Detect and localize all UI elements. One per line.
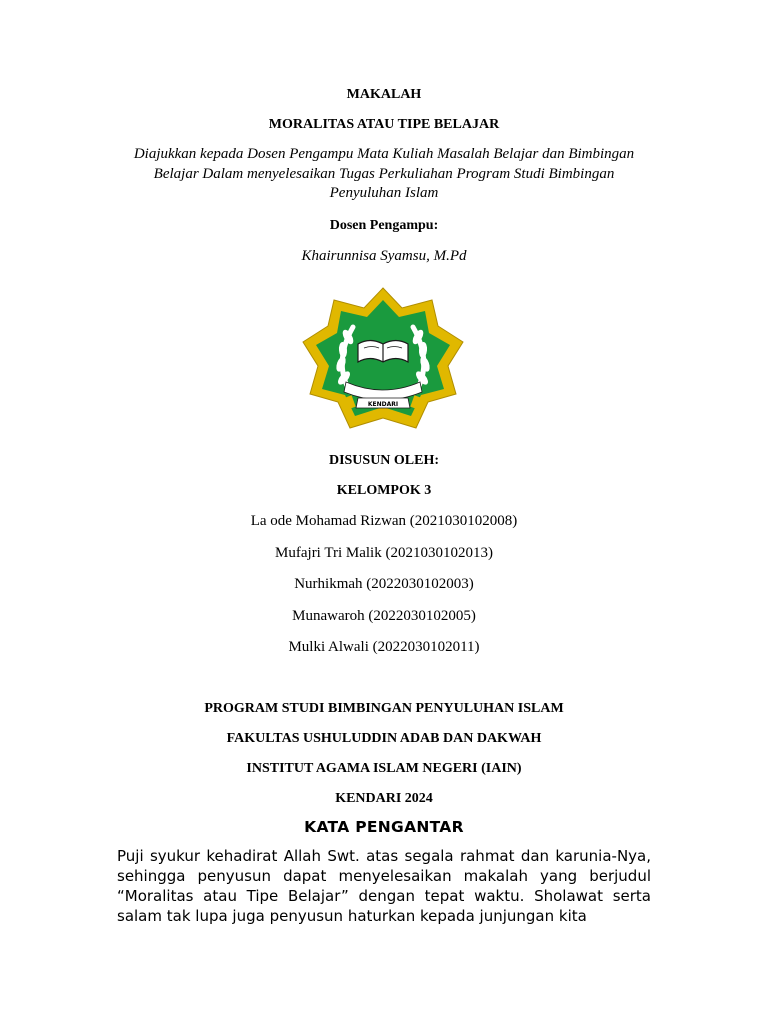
- purpose-line: Penyuluhan Islam: [329, 185, 439, 201]
- lecturer-heading: Dosen Pengampu:: [329, 218, 439, 233]
- institution-line: PROGRAM STUDI BIMBINGAN PENYULUHAN ISLAM: [204, 701, 564, 716]
- document-title: MAKALAH: [346, 87, 422, 102]
- compiled-by-heading: DISUSUN OLEH:: [328, 453, 440, 468]
- member-item: Munawaroh (2022030102005): [292, 608, 476, 624]
- preface-title: KATA PENGANTAR: [304, 818, 464, 836]
- document-subtitle: MORALITAS ATAU TIPE BELAJAR: [268, 117, 500, 132]
- logo-city-text: KENDARI: [367, 401, 399, 408]
- institution-line: FAKULTAS USHULUDDIN ADAB DAN DAKWAH: [226, 731, 542, 746]
- purpose-line: Belajar Dalam menyelesaikan Tugas Perkuliahan Program Studi Bimbingan: [153, 166, 615, 182]
- institution-line: INSTITUT AGAMA ISLAM NEGERI (IAIN): [246, 761, 522, 776]
- lecturer-name: Khairunnisa Syamsu, M.Pd: [301, 248, 467, 264]
- member-item: Mufajri Tri Malik (2021030102013): [275, 545, 493, 561]
- group-name: KELOMPOK 3: [336, 483, 432, 498]
- member-item: Nurhikmah (2022030102003): [294, 576, 474, 592]
- institution-line: KENDARI 2024: [335, 791, 433, 806]
- preface-paragraph: Puji syukur kehadirat Allah Swt. atas segala rahmat dan karunia-Nya, sehingga penyusun dapat menyelesaikan makalah yang berjudul “Moralitas atau Tipe Belajar” dengan tepat waktu. Sholawat serta salam tak lupa juga penyusun haturkan kepada junjungan kita: [117, 847, 651, 925]
- member-item: Mulki Alwali (2022030102011): [288, 639, 480, 655]
- purpose-line: Diajukkan kepada Dosen Pengampu Mata Kuliah Masalah Belajar dan Bimbingan: [133, 146, 635, 162]
- member-item: La ode Mohamad Rizwan (2021030102008): [250, 513, 518, 529]
- iain-kendari-logo-icon: [298, 282, 468, 442]
